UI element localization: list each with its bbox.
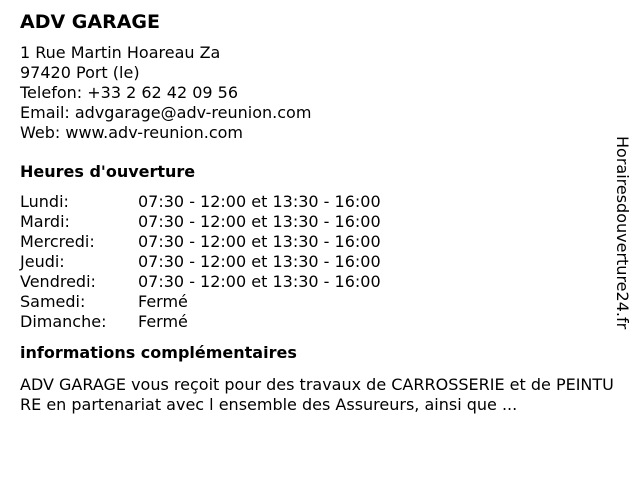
hours-row-wednesday — [20, 232, 620, 252]
info-heading: informations complémentaires — [20, 343, 297, 362]
hours-row-tuesday — [20, 212, 620, 232]
phone-line: Telefon: +33 2 62 42 09 56 — [20, 83, 239, 102]
day-label: Dimanche: — [20, 312, 107, 331]
time-value: 07:30 - 12:00 et 13:30 - 16:00 — [138, 192, 381, 211]
email-line: Email: advgarage@adv-reunion.com — [20, 103, 312, 122]
business-name: ADV GARAGE — [20, 11, 161, 33]
time-value: Fermé — [138, 312, 188, 331]
site-watermark: Horairesdouverture24.fr — [613, 136, 632, 330]
time-value: Fermé — [138, 292, 188, 311]
day-label: Vendredi: — [20, 272, 96, 291]
day-label: Lundi: — [20, 192, 69, 211]
hours-row-saturday — [20, 292, 620, 312]
hours-row-friday — [20, 272, 620, 292]
info-description: ADV GARAGE vous reçoit pour des travaux de CARROSSERIE et de PEINTURE en partenariat avec l ensemble des Assureurs, ainsi que ... — [20, 375, 614, 414]
time-value: 07:30 - 12:00 et 13:30 - 16:00 — [138, 232, 381, 251]
day-label: Samedi: — [20, 292, 86, 311]
address-line-1: 1 Rue Martin Hoareau Za — [20, 43, 221, 62]
web-line: Web: www.adv-reunion.com — [20, 123, 243, 142]
day-label: Mercredi: — [20, 232, 95, 251]
hours-row-sunday — [20, 312, 620, 332]
business-card — [20, 10, 620, 415]
time-value: 07:30 - 12:00 et 13:30 - 16:00 — [138, 272, 381, 291]
hours-row-monday — [20, 192, 620, 212]
day-label: Mardi: — [20, 212, 70, 231]
time-value: 07:30 - 12:00 et 13:30 - 16:00 — [138, 212, 381, 231]
hours-table — [20, 192, 620, 332]
hours-row-thursday — [20, 252, 620, 272]
time-value: 07:30 - 12:00 et 13:30 - 16:00 — [138, 252, 381, 271]
hours-heading: Heures d'ouverture — [20, 162, 196, 181]
address-line-2: 97420 Port (le) — [20, 63, 140, 82]
day-label: Jeudi: — [20, 252, 65, 271]
